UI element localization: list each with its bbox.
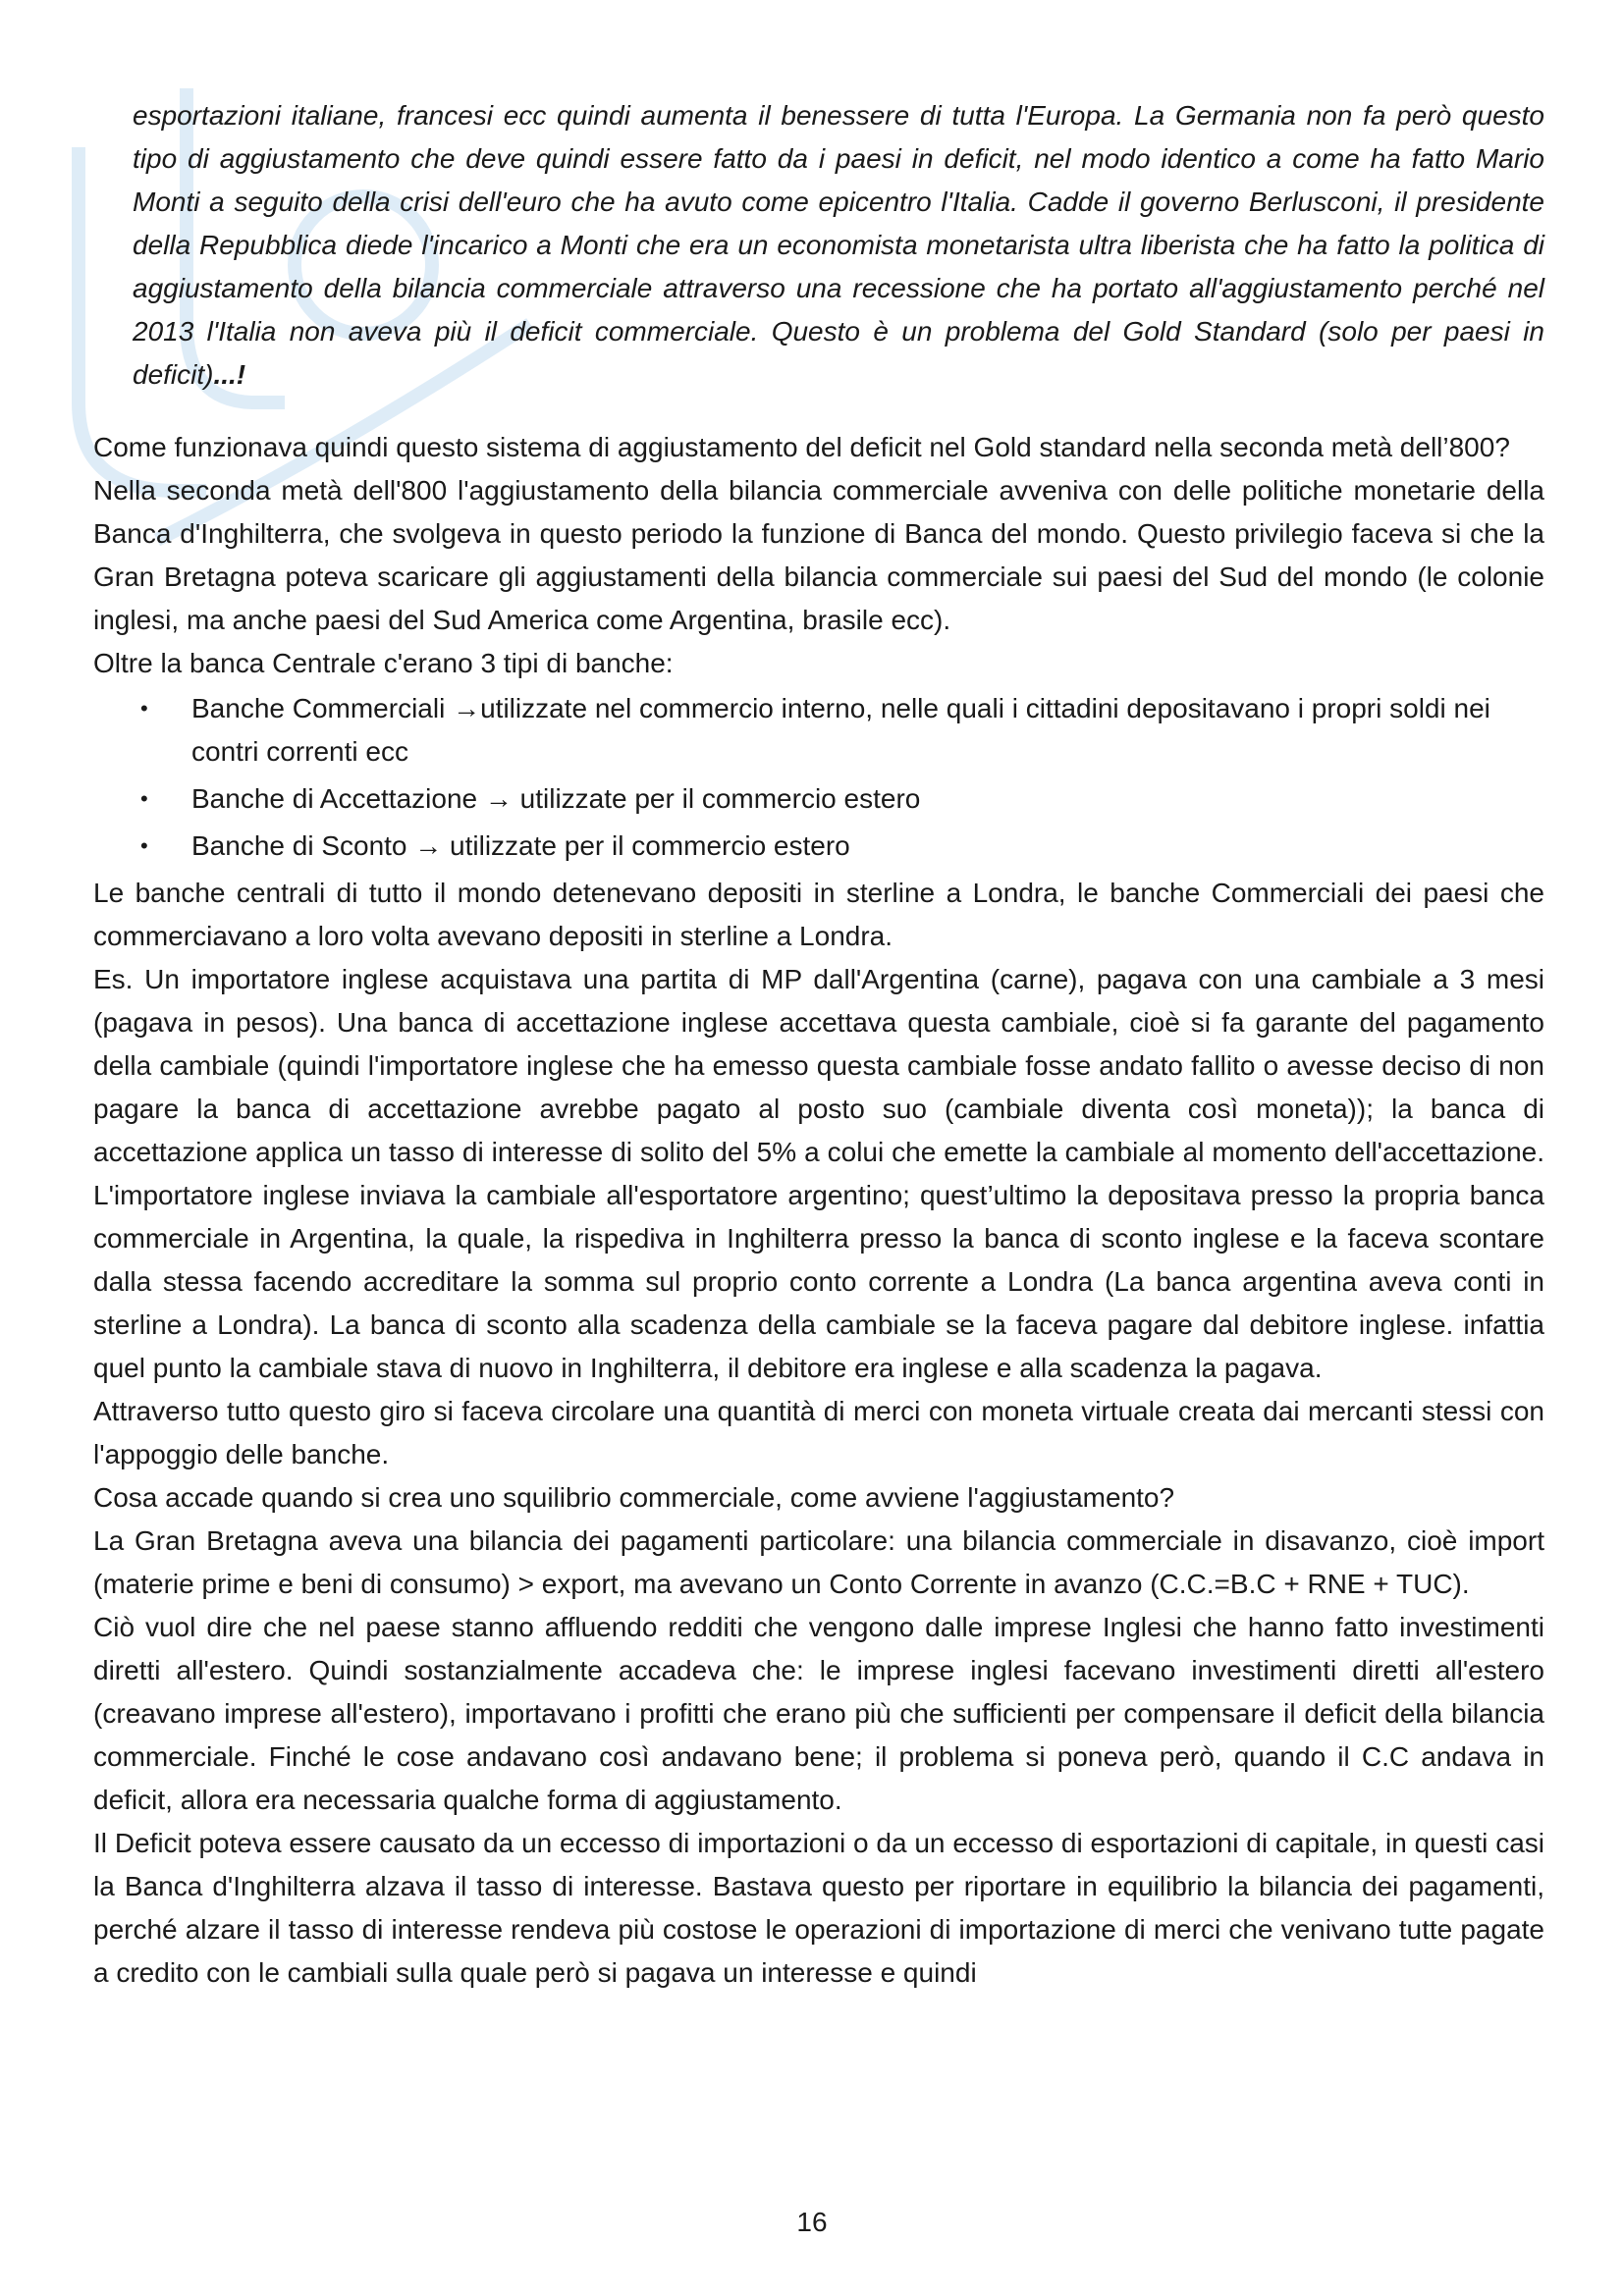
list-intro: Oltre la banca Centrale c'erano 3 tipi di banche: xyxy=(93,648,674,678)
question-gold-standard: Come funzionava quindi questo sistema di aggiustamento del deficit nel Gold standard nella seconda metà dell’800? xyxy=(93,432,1510,462)
list-item xyxy=(93,687,1544,774)
list-item xyxy=(93,825,1544,868)
bank-types-list xyxy=(93,687,1544,868)
paragraph-example: Es. Un importatore inglese acquistava una partita di MP dall'Argentina (carne), pagava con una cambiale a 3 mesi (pagava in pesos). Una banca di accettazione inglese accettava questa cambiale, cioè si fa garante del pagamento della cambiale (quindi l'importatore inglese che ha emesso questa cambiale fosse andato fallito o avesse deciso di non pagare la banca di accettazione avrebbe pagato al posto suo (cambiale diventa così moneta)); la banca di accettazione applica un tasso di interesse di solito del 5% a colui che emette la cambiale al momento dell'accettazione. L'importatore inglese inviava la cambiale all'esportatore argentino; quest’ultimo la depositava presso la propria banca commerciale in Argentina, la quale, la rispediva in Inghilterra presso la banca di sconto inglese e la faceva scontare dalla stessa facendo accreditare la somma sul proprio conto corrente a Londra (La banca argentina aveva conti in sterline a Londra). La banca di sconto alla scadenza della cambiale se la faceva pagare dal debitore inglese. infattia quel punto la cambiale stava di nuovo in Inghilterra, il debitore era inglese e alla scadenza la pagava. xyxy=(93,964,1544,1383)
page-number: 16 xyxy=(796,2207,828,2237)
paragraph-virtual-money: Attraverso tutto questo giro si faceva circolare una quantità di merci con moneta virtuale creata dai mercanti stessi con l'appoggio delle banche. xyxy=(93,1396,1544,1469)
paragraph-bank-of-england: Nella seconda metà dell'800 l'aggiustamento della bilancia commerciale avveniva con delle politiche monetarie della Banca d'Inghilterra, che svolgeva in questo periodo la funzione di Banca del mondo. Questo privilegio faceva si che la Gran Bretagna poteva scaricare gli aggiustamenti della bilancia commerciale sui paesi del Sud del mondo (le colonie inglesi, ma anche paesi del Sud America come Argentina, brasile ecc). xyxy=(93,475,1544,635)
list-item xyxy=(93,777,1544,821)
paragraph-investments: Ciò vuol dire che nel paese stanno affluendo redditi che vengono dalle imprese Inglesi che hanno fatto investimenti diretti all'estero. Quindi sostanzialmente accadeva che: le imprese inglesi facevano investimenti diretti all'estero (creavano imprese all'estero), importavano i profitti che erano più che sufficienti per compensare il deficit della bilancia commerciale. Finché le cose andavano così andavano bene; il problema si poneva però, quando il C.C andava in deficit, allora era necessaria qualche forma di aggiustamento. xyxy=(93,1612,1544,1815)
paragraph-balance-of-payments: La Gran Bretagna aveva una bilancia dei pagamenti particolare: una bilancia commerciale in disavanzo, cioè import (materie prime e beni di consumo) > export, ma avevano un Conto Corrente in avanzo (C.C.=B.C + RNE + TUC). xyxy=(93,1525,1544,1599)
italic-text: esportazioni italiane, francesi ecc quindi aumenta il benessere di tutta l'Europa. La Germania non fa però questo tipo di aggiustamento che deve quindi essere fatto da i paesi in deficit, nel modo identico a come ha fatto Mario Monti a seguito della crisi dell'euro che ha avuto come epicentro l'Italia. Cadde il governo Berlusconi, il presidente della Repubblica diede l'incarico a Monti che era un economista monetarista ultra liberista che ha fatto la politica di aggiustamento della bilancia commerciale attraverso una recessione che ha portato all'aggiustamento perché nel 2013 l'Italia non aveva più il deficit commerciale. Questo è un problema del Gold Standard (solo per paesi in deficit) xyxy=(133,100,1544,390)
list-item-text: Banche di Accettazione → utilizzate per il commercio estero xyxy=(191,783,921,814)
paragraph-deficit-adjustment: Il Deficit poteva essere causato da un eccesso di importazioni o da un eccesso di esportazioni di capitale, in questi casi la Banca d'Inghilterra alzava il tasso di interesse. Bastava questo per riportare in equilibrio la bilancia dei pagamenti, perché alzare il tasso di interesse rendeva più costose le operazioni di importazione di merci che venivano tutte pagate a credito con le cambiali sulla quale però si pagava un interesse e quindi xyxy=(93,1828,1544,1988)
paragraph-central-banks: Le banche centrali di tutto il mondo detenevano depositi in sterline a Londra, le banche Commerciali dei paesi che commerciavano a loro volta avevano depositi in sterline a Londra. xyxy=(93,878,1544,951)
italic-continuation-block xyxy=(133,94,1544,397)
bullet-icon: • xyxy=(140,833,148,858)
list-item-text: Banche Commerciali →utilizzate nel commercio interno, nelle quali i cittadini depositavano i propri soldi nei contri correnti ecc xyxy=(191,693,1490,767)
list-item-text: Banche di Sconto → utilizzate per il commercio estero xyxy=(191,830,850,861)
paragraph-gap xyxy=(93,397,1544,426)
italic-ending: ...! xyxy=(213,359,246,390)
main-text xyxy=(93,94,1544,1995)
bullet-icon: • xyxy=(140,786,148,811)
bullet-icon: • xyxy=(140,696,148,721)
question-imbalance: Cosa accade quando si crea uno squilibrio commerciale, come avviene l'aggiustamento? xyxy=(93,1482,1175,1513)
